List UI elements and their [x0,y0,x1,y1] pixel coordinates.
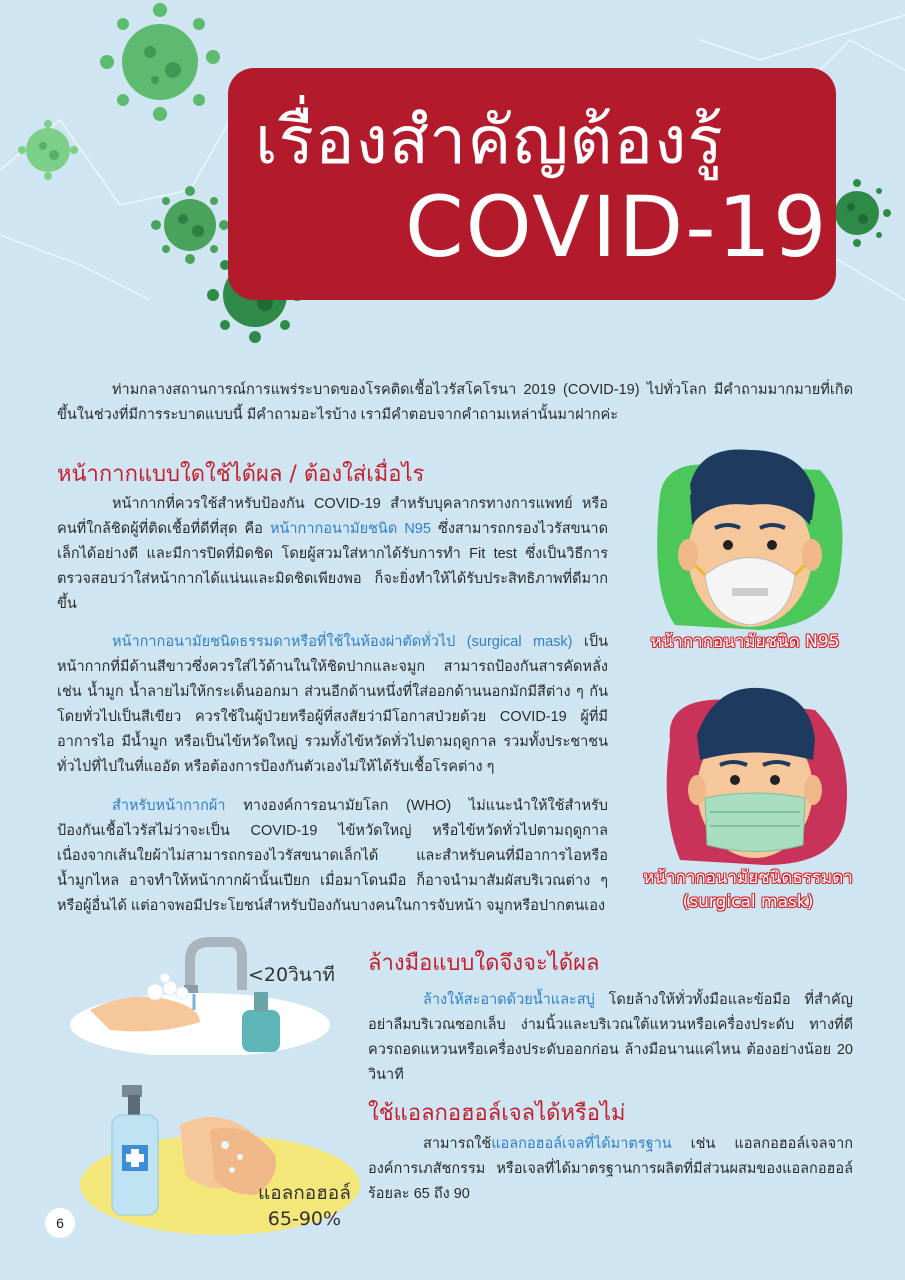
page-title: เรื่องสำคัญต้องรู้ [255,102,724,179]
section-heading-wash: ล้างมือแบบใดจึงจะได้ผล [368,951,600,976]
wash-highlight: ล้างให้สะอาดด้วยน้ำและสบู่ [423,992,595,1008]
surgical-highlight: หน้ากากอนามัยชนิดธรรมดาหรือที่ใช้ในห้องผ่าตัดทั่วไป (surgical mask) [112,634,573,650]
cloth-highlight: สำหรับหน้ากากผ้า [112,798,226,814]
wash-paragraph: ล้างให้สะอาดด้วยน้ำและสบู่ โดยล้างให้ทั่วทั้งมือและข้อมือ ที่สำคัญอย่าลืมบริเวณซอกเล็บ ง่ามนิ้วและบริเวณใต้แหวนหรือเครื่องประดับ ทางที่ดีควรถอดแหวนหรือเครื่องประดับออกก่อน ล้างมือนานแค่ไหน ต้องอย่างน้อย 20 วินาที [368,992,853,1083]
virus-icon [18,120,78,180]
alcohol-label: แอลกอฮอล์ 65-90% [258,1182,351,1230]
handwash-illustration [70,930,360,1055]
mask-paragraph-cloth: สำหรับหน้ากากผ้า ทางองค์การอนามัยโลก (WHO) ไม่แนะนำให้ใช้สำหรับป้องกันเชื้อไวรัสไม่ว่าจะเป็น COVID-19 ไข้หวัดใหญ่ หรือไข้หวัดทั่วไปตามฤดูกาล เนื่องจากเส้นใยผ้าไม่สามารถกรองไวรัสขนาดเล็กได้ และสำหรับคนที่มีอาการไอหรือน้ำมูกไหล อาจทำให้หน้ากากผ้านั้นเปียก เมื่อมาโดนมือ ก็อาจนำมาสัมผัสบริเวณต่าง ๆ หรือผู้อื่นได้ แต่อาจพอมีประโยชน์สำหรับป้องกันบางคนในการจับหน้า จมูกหรือปากตนเอง [57,798,608,914]
wash-time-label: <20วินาที [248,964,335,986]
alcohol-paragraph: สามารถใช้แอลกอฮอล์เจลที่ได้มาตรฐาน เช่น แอลกอฮอล์เจลจากองค์การเภสัชกรรม หรือเจลที่ได้มาตรฐานการผลิตที่มีส่วนผสมของแอลกอฮอล์ร้อยละ 65 ถึง 90 [368,1136,853,1202]
mask-paragraph-n95: หน้ากากที่ควรใช้สำหรับป้องกัน COVID-19 สำหรับบุคลากรทางการแพทย์ หรือคนที่ใกล้ชิดผู้ที่ติดเชื้อที่ดีที่สุด คือ หน้ากากอนามัยชนิด N95 ซึ่งสามารถกรองไวรัสขนาดเล็กได้อย่างดี และมีการปิดที่มิดชิด โดยผู้สวมใส่หากได้รับการทำ Fit test ซึ่งเป็นวิธีการตรวจสอบว่าใส่หน้ากากได้แน่นและมิดชิดเพียงพอ ก็จะยิ่งทำให้ได้รับประสิทธิภาพที่ดีมากขึ้น [57,496,608,612]
caption-surgical: หน้ากากอนามัยชนิดธรรมดา (surgical mask) [643,868,853,912]
alcohol-highlight: แอลกอฮอล์เจลที่ได้มาตรฐาน [491,1136,672,1152]
virus-icon [95,2,225,122]
caption-n95: หน้ากากอนามัยชนิด N95 [650,632,840,652]
section-heading-mask: หน้ากากแบบใดใช้ได้ผล / ต้องใส่เมื่อไร [57,462,425,487]
surgical-mask-person-illustration [655,680,855,870]
mask-paragraph-surgical: หน้ากากอนามัยชนิดธรรมดาหรือที่ใช้ในห้องผ่าตัดทั่วไป (surgical mask) เป็นหน้ากากที่มีด้านสีขาวซึ่งควรใส่ไว้ด้านในให้ชิดปากและจมูก สามารถป้องกันสารคัดหลั่ง เช่น น้ำมูก น้ำลายไม่ให้กระเด็นออกมา ส่วนอีกด้านหนึ่งที่ใส่ออกด้านนอกมักมีสีต่าง ๆ กัน โดยทั่วไปเป็นสีเขียว ควรใช้ในผู้ป่วยหรือผู้ที่สงสัยว่ามีโอกาสป่วยด้วย COVID-19 ผู้ที่มีอาการไอ มีน้ำมูก หรือเป็นไข้หวัดใหญ่ รวมทั้งไข้หวัดทั่วไปตามฤดูกาล รวมทั้งประชาชนทั่วไปที่ไปในที่แออัด หรือต้องการป้องกันตัวเองไม่ให้ได้รับเชื้อโรคต่าง ๆ [57,634,608,775]
page-number: 6 [45,1208,75,1238]
page-subtitle: COVID-19 [405,178,829,276]
section-heading-alcohol: ใช้แอลกอฮอล์เจลได้หรือไม่ [368,1101,626,1126]
n95-person-illustration [640,440,860,640]
intro-paragraph: ท่ามกลางสถานการณ์การแพร่ระบาดของโรคติดเชื้อไวรัสโคโรนา 2019 (COVID-19) ไปทั่วโลก มีคำถามมากมายที่เกิดขึ้นในช่วงที่มีการระบาดแบบนี้ มีคำถามอะไรบ้าง เรามีคำตอบจากคำถามเหล่านั้นมาฝากค่ะ [57,382,853,423]
n95-highlight: หน้ากากอนามัยชนิด N95 [269,521,431,537]
